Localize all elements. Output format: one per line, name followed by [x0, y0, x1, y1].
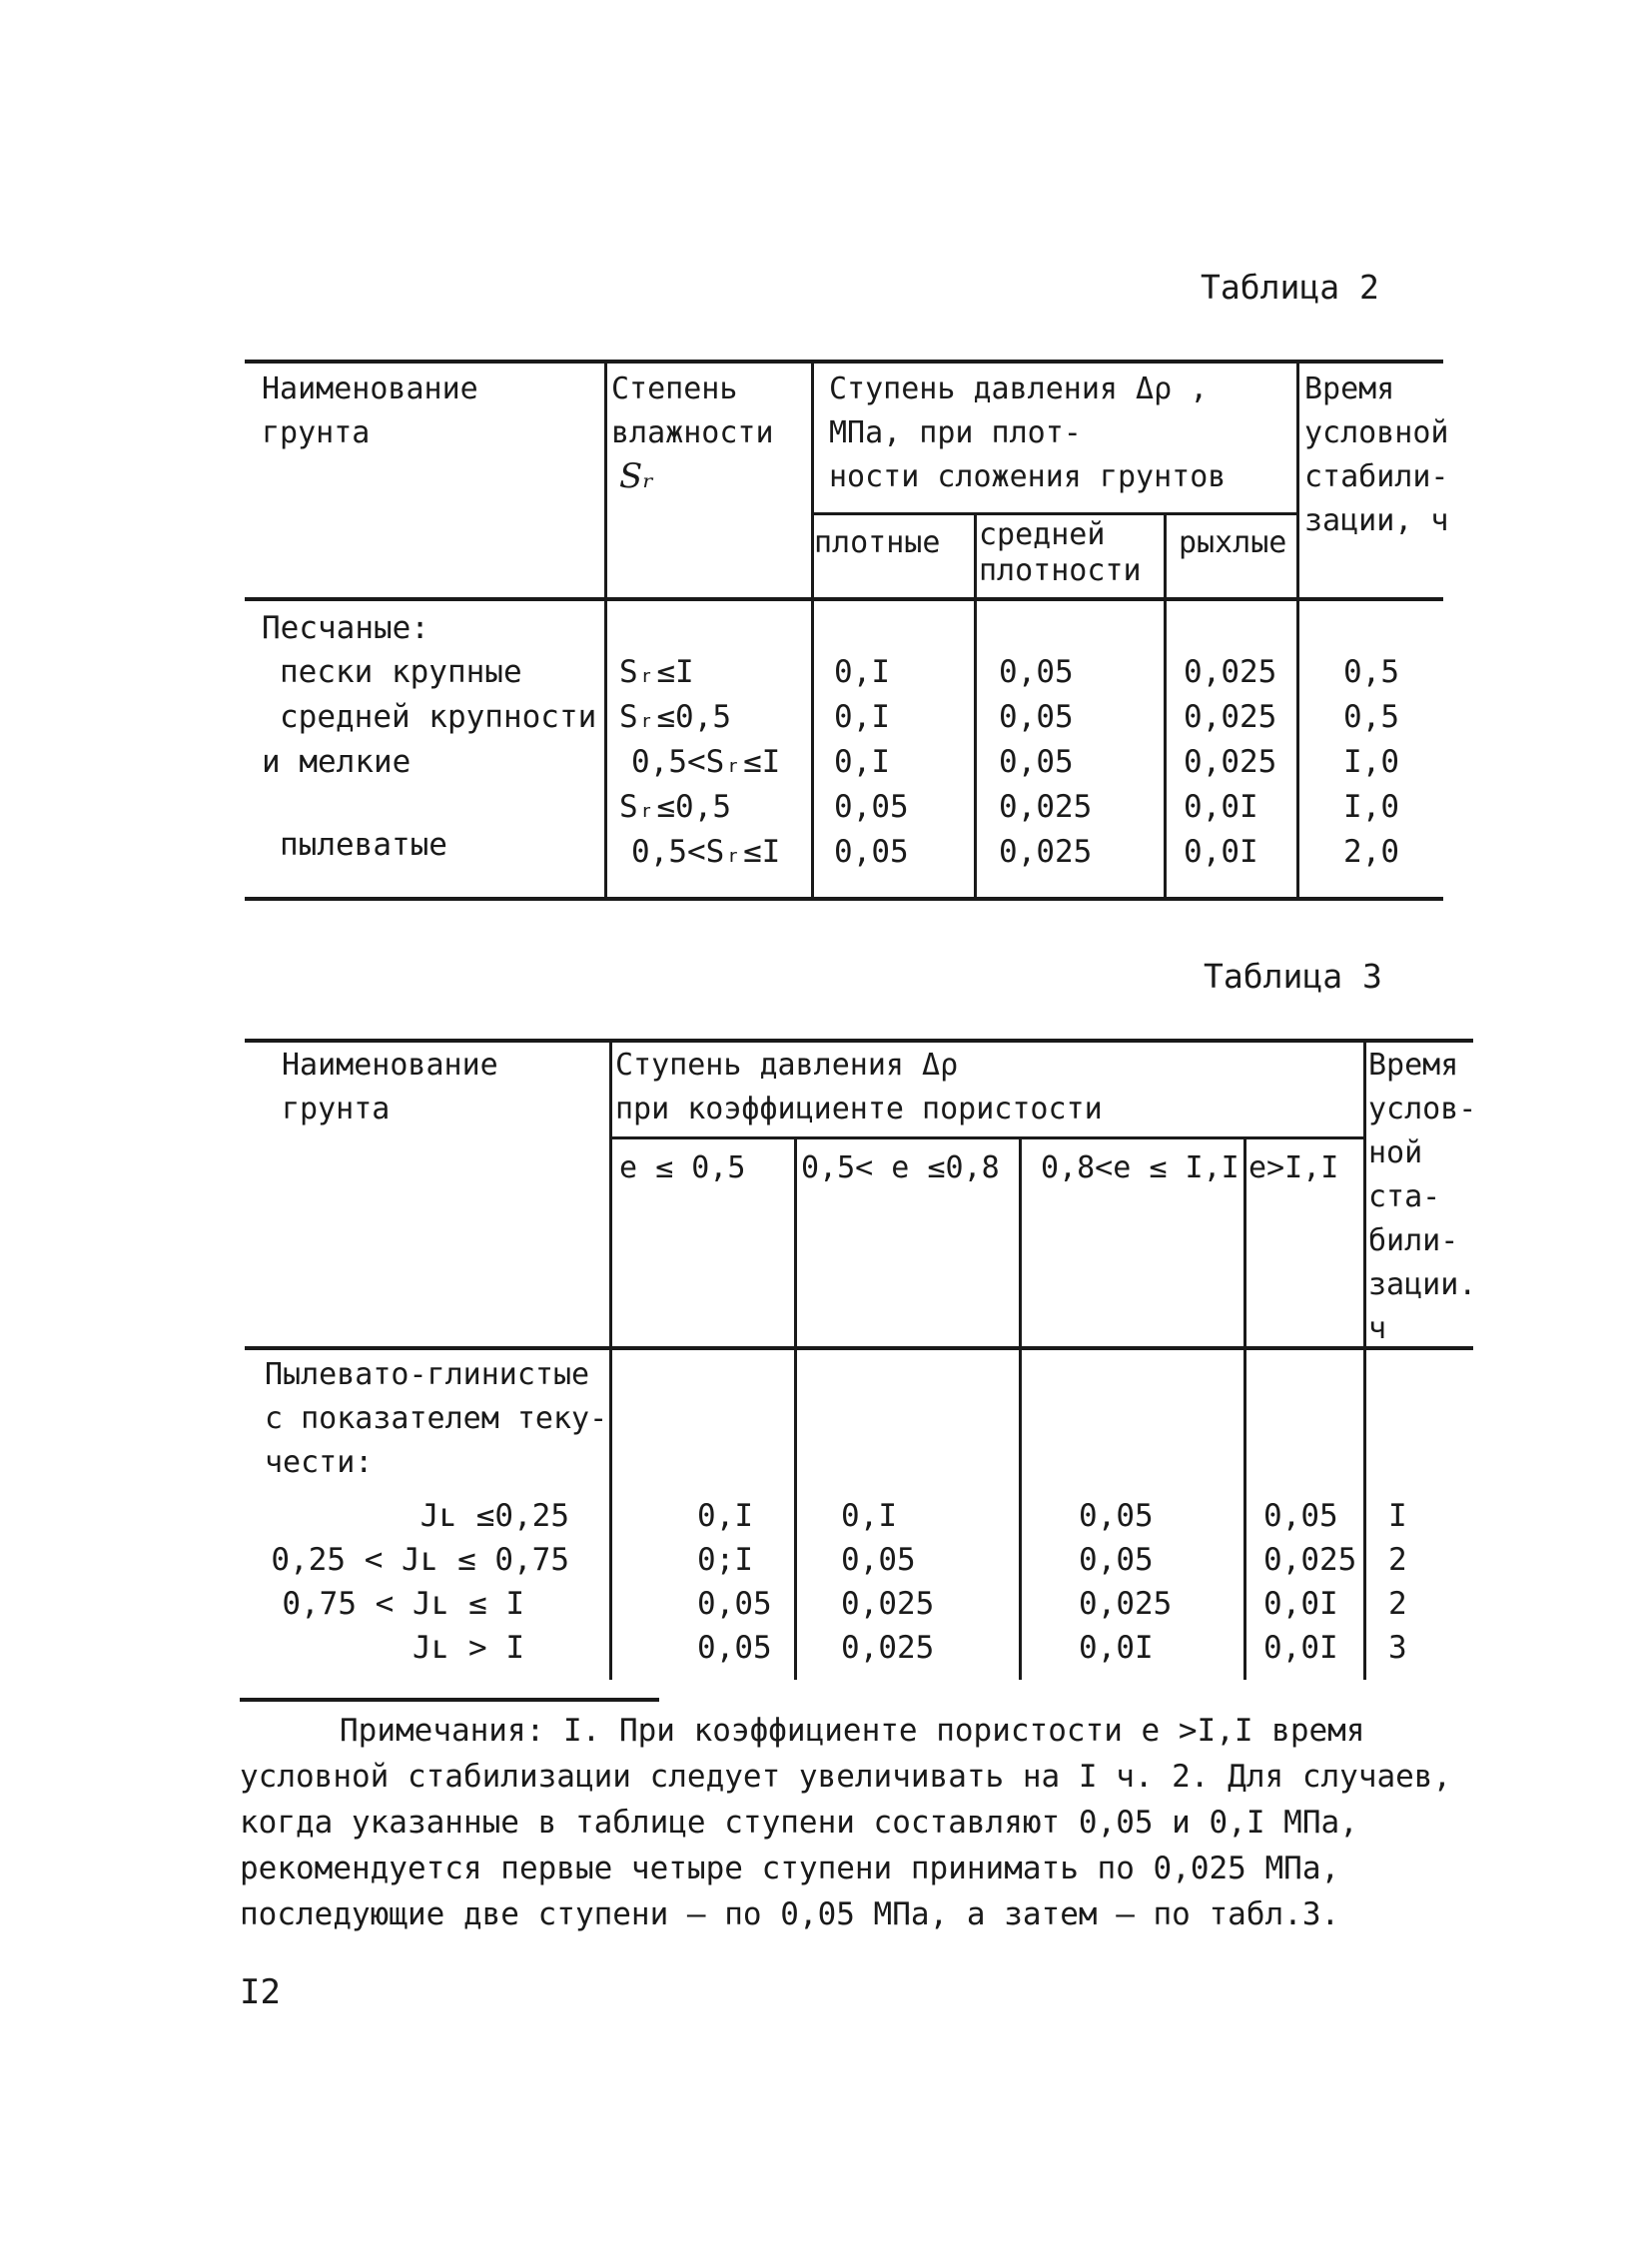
- medium-cell: 0,025: [999, 834, 1093, 870]
- table2-bottom-rule: [245, 897, 1443, 901]
- time-cell: 0,5: [1343, 699, 1399, 735]
- col3-cell: 0,05: [1079, 1498, 1154, 1534]
- col4-cell: 0,0I: [1263, 1586, 1338, 1622]
- col2-cell: 0,05: [841, 1542, 916, 1578]
- time-cell: I: [1388, 1498, 1407, 1534]
- dense-cell: 0,I: [834, 654, 890, 690]
- medium-cell: 0,05: [999, 699, 1074, 735]
- page-number: I2: [240, 1972, 281, 2012]
- table3-top-rule: [245, 1039, 1473, 1043]
- time-cell: I,0: [1343, 744, 1399, 780]
- table2-group-label: Песчаные:: [262, 610, 429, 646]
- time-cell: 3: [1388, 1630, 1407, 1666]
- col2-cell: 0,025: [841, 1630, 935, 1666]
- table2-subheader-rule: [812, 512, 1296, 515]
- table3-header-pressure-line2: при коэффициенте пористости: [615, 1092, 1103, 1126]
- table3-header-col3: 0,8<e ≤ I,I: [1041, 1150, 1239, 1185]
- table3-divider: [609, 1041, 612, 1680]
- col4-cell: 0,05: [1263, 1498, 1338, 1534]
- fluidity-condition: Jʟ ≤0,25: [419, 1498, 569, 1534]
- table3-divider: [794, 1138, 797, 1680]
- medium-cell: 0,025: [999, 789, 1093, 825]
- col1-cell: 0,05: [697, 1586, 772, 1622]
- col2-cell: 0,025: [841, 1586, 935, 1622]
- table3-divider: [1243, 1138, 1246, 1680]
- table2-top-rule: [245, 360, 1443, 364]
- notes-rule: [240, 1698, 659, 1702]
- loose-cell: 0,0I: [1184, 789, 1258, 825]
- fluidity-condition: 0,75 < Jʟ ≤ I: [282, 1586, 524, 1622]
- dense-cell: 0,I: [834, 699, 890, 735]
- table3-group-label: Пылевато-глинистые с показателем теку- чести:: [265, 1357, 608, 1480]
- table3-header-pressure-line1: Ступень давления Δρ: [615, 1048, 959, 1083]
- table-notes: Примечания: I. При коэффициенте пористости e >I,I время условной стабилизации следует увеличивать на I ч. 2. Для случаев, когда указанные в таблице ступени составляют 0,05 и 0,I МПа, рекомендуется первые четыре ступени принимать по 0,025 МПа, последующие две ступени – по 0,05 МПа, а затем – по табл.3.: [240, 1713, 1452, 1932]
- col1-cell: 0,05: [697, 1630, 772, 1666]
- soil-name: пылеватые: [280, 827, 447, 863]
- table3-header-time: Время услов- ной ста- били- зации. ч: [1368, 1048, 1477, 1346]
- table2-caption: Таблица 2: [1201, 268, 1379, 307]
- table3-header-rule: [245, 1346, 1473, 1350]
- table3-header-col2: 0,5< e ≤0,8: [801, 1150, 1000, 1185]
- col1-cell: 0,I: [697, 1498, 753, 1534]
- time-cell: 0,5: [1343, 654, 1399, 690]
- table2-header-name: Наименование грунта: [262, 372, 478, 450]
- table2-header-time: Время условной стабили- зации, ч: [1304, 372, 1449, 538]
- table2-divider: [974, 513, 977, 899]
- soil-name: средней крупности: [280, 699, 597, 735]
- table2-header-medium: средней плотности: [979, 517, 1142, 588]
- medium-cell: 0,05: [999, 654, 1074, 690]
- time-cell: 2: [1388, 1586, 1407, 1622]
- moisture-cell: Sᵣ≤0,5: [619, 789, 731, 825]
- table2-header-moisture-symbol: Sᵣ: [619, 456, 655, 496]
- loose-cell: 0,025: [1184, 654, 1277, 690]
- fluidity-condition: Jʟ > I: [413, 1630, 524, 1666]
- loose-cell: 0,025: [1184, 744, 1277, 780]
- fluidity-condition: 0,25 < Jʟ ≤ 0,75: [271, 1542, 569, 1578]
- soil-name: и мелкие: [262, 744, 412, 780]
- loose-cell: 0,0I: [1184, 834, 1258, 870]
- col2-cell: 0,I: [841, 1498, 897, 1534]
- col3-cell: 0,025: [1079, 1586, 1173, 1622]
- table3-header-name: Наименование грунта: [282, 1048, 498, 1126]
- table3-header-col1: e ≤ 0,5: [619, 1150, 746, 1185]
- table3-caption: Таблица 3: [1204, 957, 1382, 996]
- dense-cell: 0,05: [834, 789, 909, 825]
- dense-cell: 0,05: [834, 834, 909, 870]
- moisture-cell: 0,5<Sᵣ≤I: [631, 744, 781, 780]
- col1-cell: 0;I: [697, 1542, 753, 1578]
- table2-divider: [1164, 513, 1167, 899]
- table3-divider: [1363, 1041, 1366, 1680]
- col4-cell: 0,025: [1263, 1542, 1357, 1578]
- moisture-cell: Sᵣ≤I: [619, 654, 694, 690]
- table2-divider: [811, 362, 814, 899]
- table2-header-rule: [245, 597, 1443, 601]
- table3-divider: [1019, 1138, 1022, 1680]
- medium-cell: 0,05: [999, 744, 1074, 780]
- col3-cell: 0,0I: [1079, 1630, 1154, 1666]
- soil-name: пески крупные: [280, 654, 522, 690]
- time-cell: I,0: [1343, 789, 1399, 825]
- table2-header-dense: плотные: [814, 525, 941, 560]
- col4-cell: 0,0I: [1263, 1630, 1338, 1666]
- table3-subheader-rule: [609, 1136, 1363, 1139]
- table2-header-pressure: Ступень давления Δρ , МПа, при плот- ности сложения грунтов: [829, 372, 1227, 494]
- table2-divider: [1296, 362, 1299, 899]
- table2-header-loose: рыхлые: [1179, 525, 1287, 560]
- col3-cell: 0,05: [1079, 1542, 1154, 1578]
- table2-header-moisture: Степень влажности: [611, 372, 774, 450]
- time-cell: 2: [1388, 1542, 1407, 1578]
- moisture-cell: 0,5<Sᵣ≤I: [631, 834, 781, 870]
- table3-header-col4: e>I,I: [1248, 1150, 1339, 1185]
- time-cell: 2,0: [1343, 834, 1399, 870]
- moisture-cell: Sᵣ≤0,5: [619, 699, 731, 735]
- dense-cell: 0,I: [834, 744, 890, 780]
- loose-cell: 0,025: [1184, 699, 1277, 735]
- table2-divider: [604, 362, 607, 899]
